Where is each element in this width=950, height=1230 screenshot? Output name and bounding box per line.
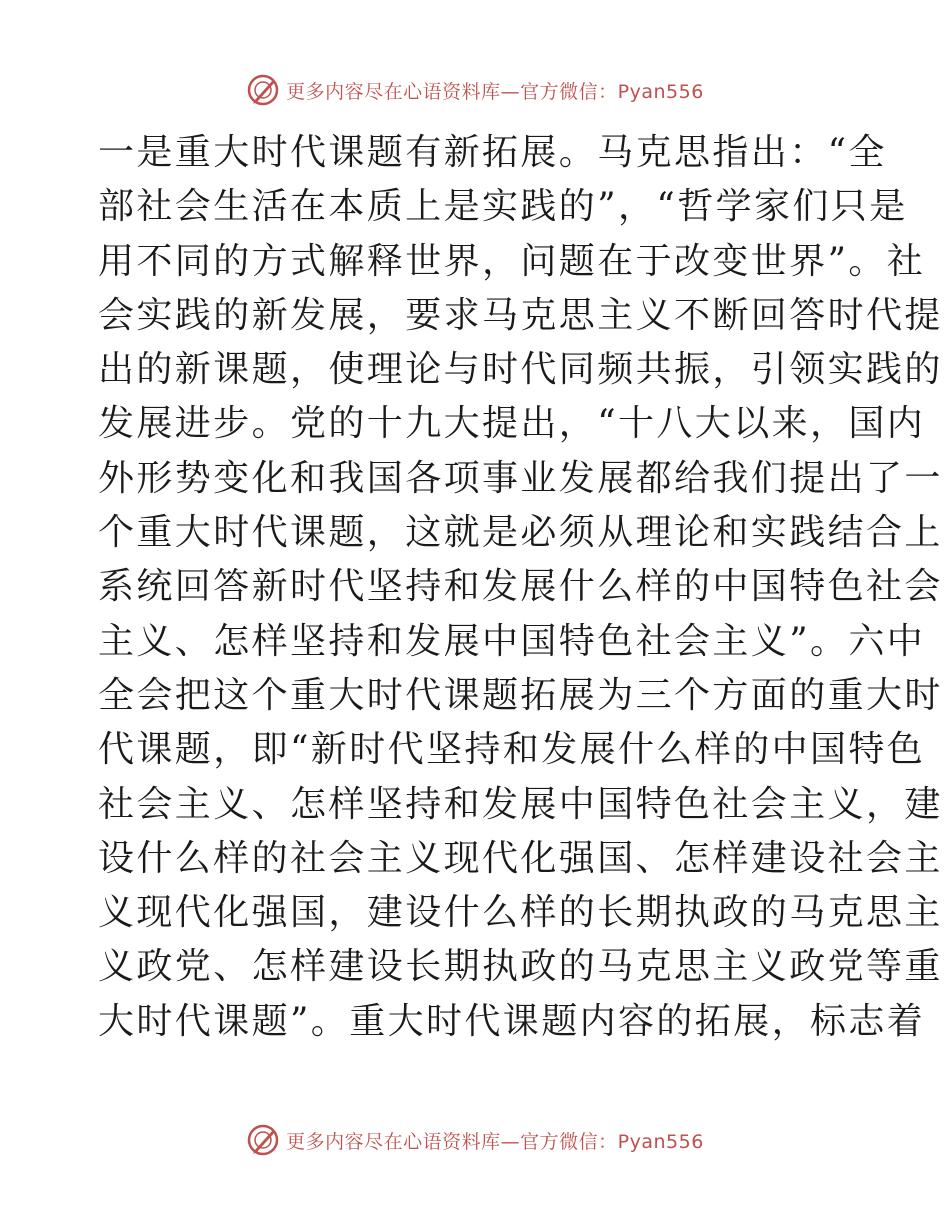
body-line: 会实践的新发展，要求马克思主义不断回答时代提 bbox=[98, 294, 943, 336]
body-line: 社会主义、怎样坚持和发展中国特色社会主义，建 bbox=[98, 783, 943, 825]
footer-watermark bbox=[0, 1120, 950, 1160]
body-line: 全会把这个重大时代课题拓展为三个方面的重大时 bbox=[98, 674, 943, 716]
body-line: 义现代化强国，建设什么样的长期执政的马克思主 bbox=[98, 892, 943, 934]
header-watermark bbox=[0, 70, 950, 110]
body-line: 个重大时代课题，这就是必须从理论和实践结合上 bbox=[98, 512, 943, 554]
body-line: 出的新课题，使理论与时代同频共振，引领实践的 bbox=[98, 349, 943, 391]
watermark-text: 更多内容尽在心语资料库—官方微信：Pyan556 bbox=[286, 80, 704, 103]
body-line: 设什么样的社会主义现代化强国、怎样建设社会主 bbox=[98, 837, 943, 879]
document-body bbox=[98, 126, 943, 1049]
pen-logo-icon bbox=[246, 1123, 280, 1157]
body-line: 一是重大时代课题有新拓展。马克思指出：“全 bbox=[98, 132, 887, 173]
pen-logo-icon bbox=[246, 73, 280, 107]
body-line: 大时代课题”。重大时代课题内容的拓展，标志着 bbox=[98, 1000, 926, 1042]
body-line: 代课题，即“新时代坚持和发展什么样的中国特色 bbox=[98, 729, 926, 771]
watermark-text: 更多内容尽在心语资料库—官方微信：Pyan556 bbox=[286, 1130, 704, 1153]
body-line: 主义、怎样坚持和发展中国特色社会主义”。六中 bbox=[98, 620, 926, 662]
body-line: 发展进步。党的十九大提出，“十八大以来，国内 bbox=[98, 403, 926, 445]
body-line: 系统回答新时代坚持和发展什么样的中国特色社会 bbox=[98, 566, 943, 608]
body-line: 用不同的方式解释世界，问题在于改变世界”。社 bbox=[98, 240, 926, 282]
body-line: 部社会生活在本质上是实践的”，“哲学家们只是 bbox=[98, 186, 908, 228]
body-line: 义政党、怎样建设长期执政的马克思主义政党等重 bbox=[98, 946, 943, 988]
body-line: 外形势变化和我国各项事业发展都给我们提出了一 bbox=[98, 457, 943, 499]
